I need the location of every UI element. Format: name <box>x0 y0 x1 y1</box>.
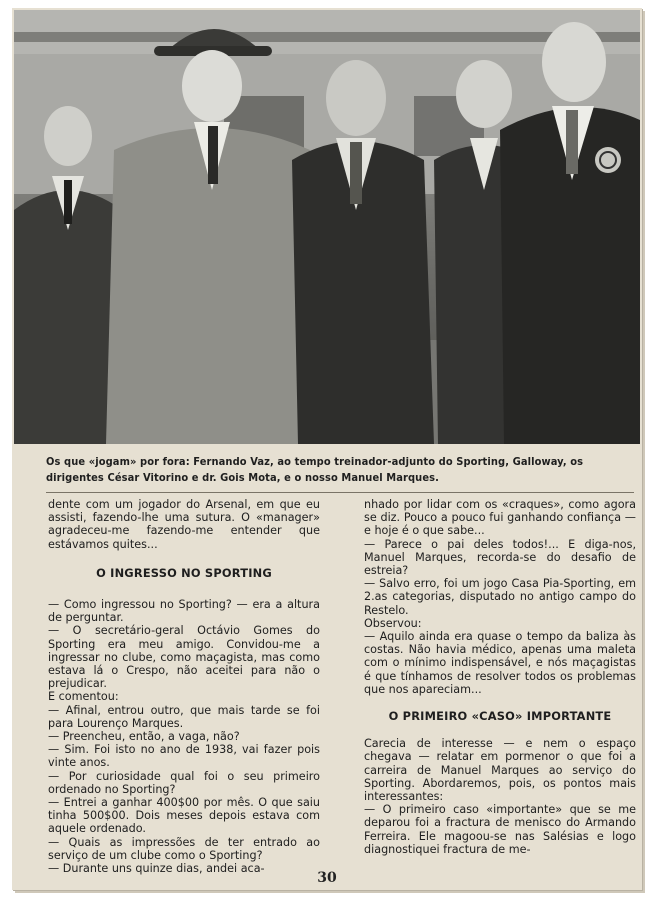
paragraph: — Aquilo ainda era quase o tempo da baliza às costas. Não havia médico, apenas uma maleta com o mínimo indispensável, e nós maçagistas é que tínhamos de resolver todos os problemas que nos apareciam... <box>364 630 636 696</box>
paragraph: — Entrei a ganhar 400$00 por mês. O que saiu tinha 500$00. Dois meses depois estava com aquele ordenado. <box>48 796 320 836</box>
paragraph: — Afinal, entrou outro, que mais tarde se foi para Lourenço Marques. <box>48 703 320 730</box>
paragraph: E comentou: <box>48 690 119 704</box>
paragraph: — Parece o pai deles todos!... E diga-nos, Manuel Marques, recorda-se do desafio de estreia? <box>364 537 636 578</box>
paragraph: — Salvo erro, foi um jogo Casa Pia-Sporting, em 2.as categorias, disputado no antigo campo do Restelo. <box>364 577 636 617</box>
left-column <box>48 498 320 875</box>
club-crest-icon <box>595 147 621 173</box>
paragraph: — O secretário-geral Octávio Gomes do Sporting era meu amigo. Convidou-me a ingressar no clube, como maçagista, mas como estava lá o Crespo, não aceitei para não o prejudicar. <box>48 624 320 691</box>
paragraph: nhado por lidar com os «craques», como agora se diz. Pouco a pouco fui ganhando confiança — e hoje é o que sabe... <box>364 498 636 538</box>
group-photo-icon <box>14 10 640 444</box>
right-column <box>364 498 636 856</box>
paragraph: — Por curiosidade qual foi o seu primeiro ordenado no Sporting? <box>48 769 320 796</box>
paragraph: Observou: <box>364 616 422 630</box>
section-heading: O INGRESSO NO SPORTING <box>96 565 272 580</box>
paragraph: — Sim. Foi isto no ano de 1938, vai fazer pois vinte anos. <box>48 743 320 770</box>
paragraph: — Como ingressou no Sporting? — era a altura de perguntar. <box>48 598 320 625</box>
paragraph: — O primeiro caso «importante» que se me deparou foi a fractura de menisco do Armando Ferreira. Ele magoou-se nas Salésias e logo diagnostiquei fractura de me- <box>364 803 636 856</box>
paragraph: — Quais as impressões de ter entrado ao serviço de um clube como o Sporting? <box>48 835 320 862</box>
paragraph: Carecia de interesse — e nem o espaço chegava — relatar em pormenor o que foi a carreira de Manuel Marques ao serviço do Sporting. Abordaremos, pois, os pontos mais interessantes: <box>364 737 636 804</box>
photo-caption: Os que «jogam» por fora: Fernando Vaz, ao tempo treinador-adjunto do Sporting, Galloway, os dirigentes César Vitorino e dr. Gois Mota, e o nosso Manuel Marques. <box>46 455 584 484</box>
magazine-page <box>12 8 642 890</box>
section-heading: O PRIMEIRO «CASO» IMPORTANTE <box>388 709 612 724</box>
page-number: 30 <box>317 870 337 886</box>
paragraph: — Durante uns quinze dias, andei aca- <box>48 862 265 876</box>
paragraph: — Preencheu, então, a vaga, não? <box>48 730 240 744</box>
caption-divider <box>46 492 634 493</box>
paragraph: dente com um jogador do Arsenal, em que eu assisti, fazendo-lhe uma sutura. O «manager» agradeceu-me fazendo-me entender que estávamos quites... <box>48 498 320 551</box>
group-photo <box>14 10 640 444</box>
